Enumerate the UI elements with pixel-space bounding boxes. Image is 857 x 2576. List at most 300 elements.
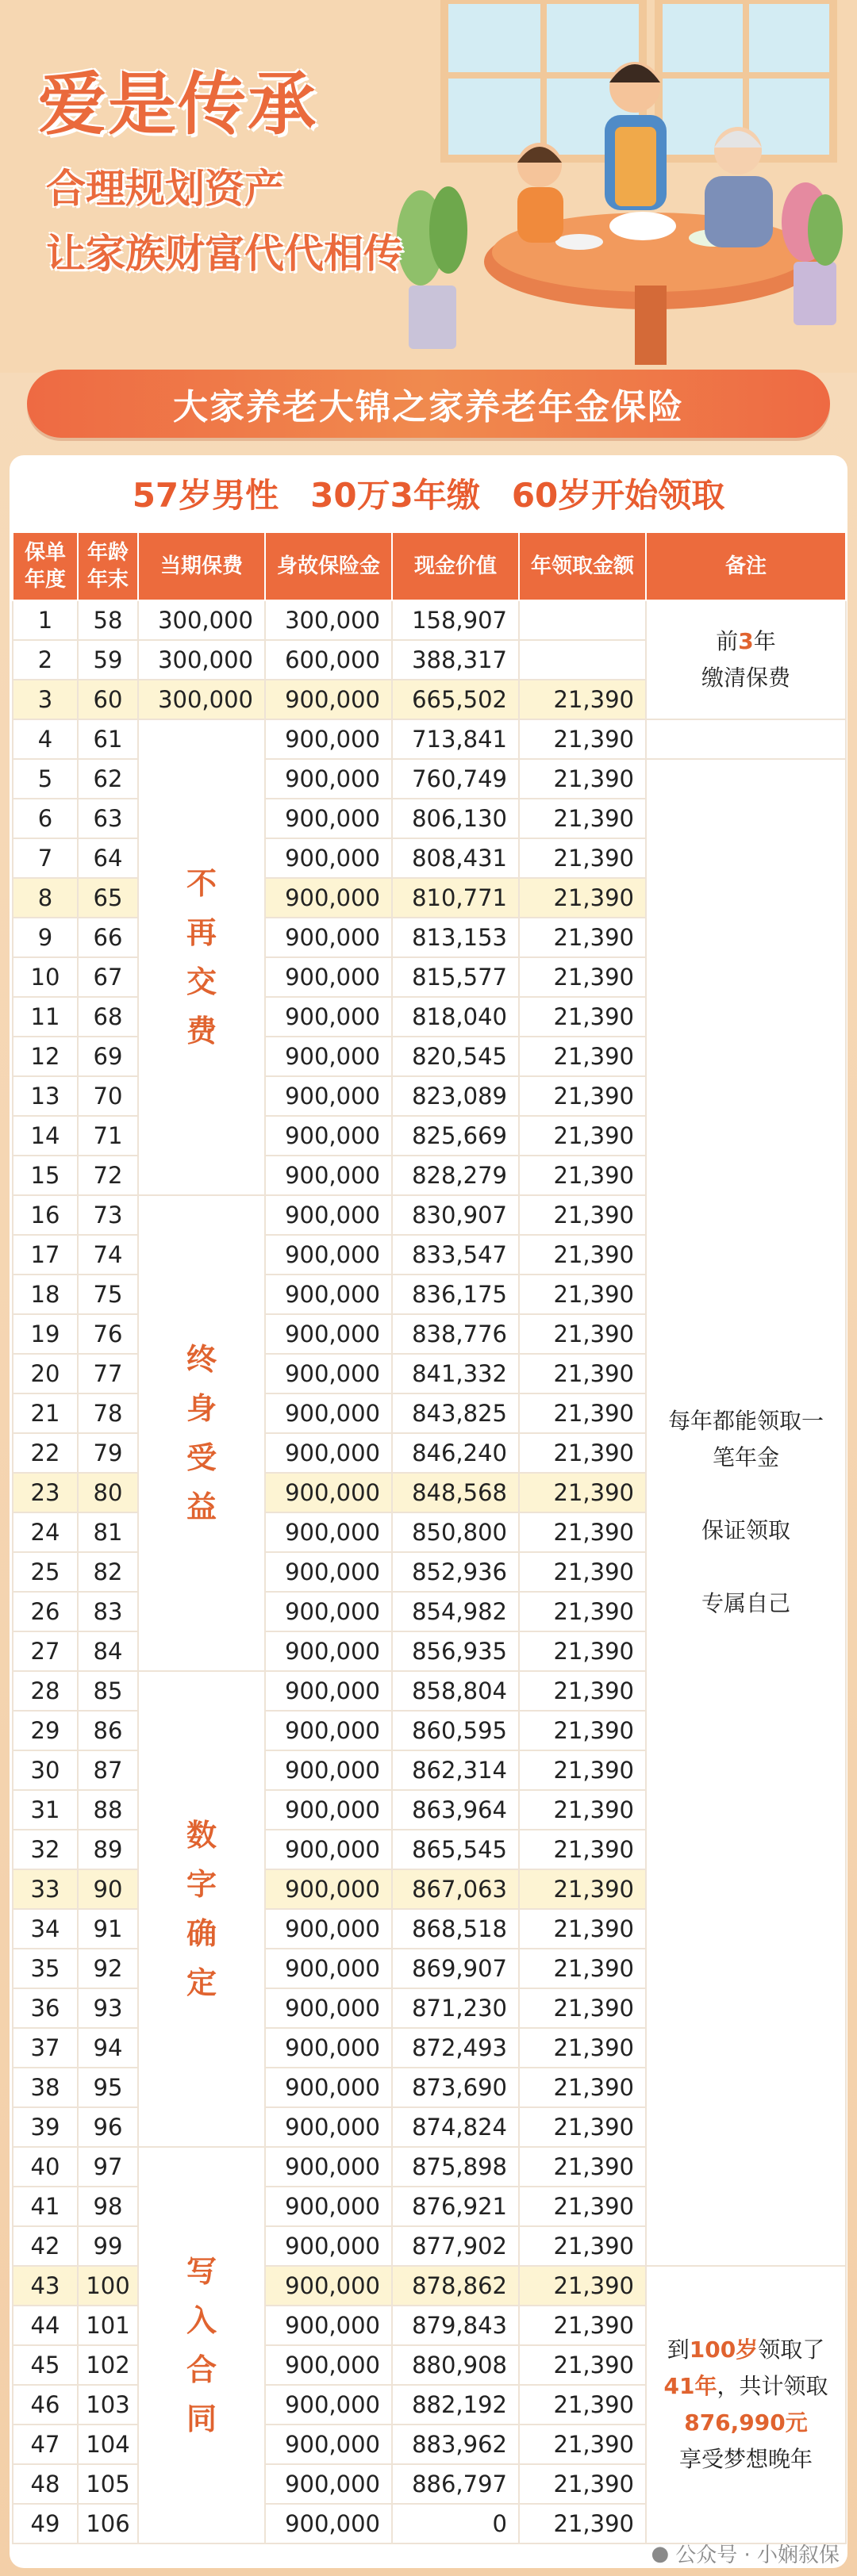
- cell-policy-year: 25: [13, 1552, 78, 1592]
- cell-age: 103: [78, 2385, 138, 2425]
- cell-cash-value: 874,824: [392, 2107, 519, 2147]
- cell-policy-year: 47: [13, 2425, 78, 2464]
- cell-death-benefit: 900,000: [265, 680, 392, 719]
- cell-policy-year: 11: [13, 997, 78, 1037]
- cell-annual-payout: 21,390: [519, 997, 646, 1037]
- cell-cash-value: 877,902: [392, 2226, 519, 2266]
- cell-death-benefit: 900,000: [265, 2266, 392, 2306]
- cell-age: 89: [78, 1830, 138, 1869]
- cell-cash-value: 806,130: [392, 799, 519, 838]
- cell-premium: 300,000: [138, 640, 265, 680]
- vertical-label-char: 受: [186, 1440, 217, 1475]
- cell-age: 86: [78, 1711, 138, 1750]
- cell-policy-year: 7: [13, 838, 78, 878]
- cell-cash-value: 880,908: [392, 2345, 519, 2385]
- note-text: 缴清保费: [701, 665, 790, 691]
- cell-policy-year: 26: [13, 1592, 78, 1631]
- cell-policy-year: 44: [13, 2306, 78, 2345]
- cell-annual-payout: 21,390: [519, 1195, 646, 1235]
- cell-age: 81: [78, 1512, 138, 1552]
- cell-policy-year: 38: [13, 2068, 78, 2107]
- cell-age: 92: [78, 1949, 138, 1988]
- header-annual-payout: 年领取金额: [519, 532, 646, 600]
- cell-age: 59: [78, 640, 138, 680]
- cell-death-benefit: 900,000: [265, 2504, 392, 2543]
- cell-death-benefit: 900,000: [265, 1671, 392, 1711]
- note-text: 专属自己: [701, 1590, 790, 1616]
- cell-premium: 300,000: [138, 600, 265, 640]
- cell-policy-year: 21: [13, 1393, 78, 1433]
- cell-cash-value: 823,089: [392, 1076, 519, 1116]
- cell-annual-payout: 21,390: [519, 2147, 646, 2187]
- table-row: [13, 2266, 846, 2306]
- cell-policy-year: 17: [13, 1235, 78, 1275]
- cell-policy-year: 35: [13, 1949, 78, 1988]
- cell-policy-year: 37: [13, 2028, 78, 2068]
- cell-annual-payout: 21,390: [519, 2385, 646, 2425]
- banner-subtitle-1: 合理规划资产: [46, 166, 284, 212]
- cell-policy-year: 13: [13, 1076, 78, 1116]
- cell-age: 98: [78, 2187, 138, 2226]
- cell-age: 61: [78, 719, 138, 759]
- header-policy-year: 保单 年度: [13, 532, 78, 600]
- cell-annual-payout: 21,390: [519, 1275, 646, 1314]
- cell-cash-value: 882,192: [392, 2385, 519, 2425]
- note-text: ，共计领取: [717, 2373, 828, 2399]
- header-cash-value: 现金价值: [392, 532, 519, 600]
- cell-annual-payout: 21,390: [519, 1631, 646, 1671]
- cell-annual-payout: 21,390: [519, 838, 646, 878]
- cell-age: 78: [78, 1393, 138, 1433]
- cell-age: 67: [78, 957, 138, 997]
- cell-cash-value: 879,843: [392, 2306, 519, 2345]
- cell-cash-value: 883,962: [392, 2425, 519, 2464]
- cell-cash-value: 871,230: [392, 1988, 519, 2028]
- vertical-label-char: 益: [186, 1489, 217, 1524]
- cell-age: 102: [78, 2345, 138, 2385]
- cell-age: 101: [78, 2306, 138, 2345]
- cell-death-benefit: 900,000: [265, 1393, 392, 1433]
- cell-cash-value: 854,982: [392, 1592, 519, 1631]
- vertical-label: [138, 719, 265, 1195]
- cell-policy-year: 15: [13, 1156, 78, 1195]
- cell-policy-year: 3: [13, 680, 78, 719]
- cell-cash-value: 833,547: [392, 1235, 519, 1275]
- cell-policy-year: 43: [13, 2266, 78, 2306]
- note-text: 享受梦想晚年: [678, 2446, 813, 2472]
- cell-death-benefit: 900,000: [265, 1909, 392, 1949]
- note-text: 年: [753, 628, 776, 654]
- cell-age: 74: [78, 1235, 138, 1275]
- wechat-icon: ●: [651, 2541, 670, 2566]
- cell-death-benefit: 900,000: [265, 1592, 392, 1631]
- banner-title: 爱是传承: [38, 65, 317, 144]
- cell-age: 100: [78, 2266, 138, 2306]
- cell-age: 93: [78, 1988, 138, 2028]
- cell-annual-payout: 21,390: [519, 719, 646, 759]
- cell-death-benefit: 900,000: [265, 1275, 392, 1314]
- cell-annual-payout: 21,390: [519, 2504, 646, 2543]
- cell-death-benefit: 900,000: [265, 957, 392, 997]
- cell-death-benefit: 900,000: [265, 2226, 392, 2266]
- headline-start-age: 60岁开始领取: [511, 476, 725, 515]
- cell-cash-value: 810,771: [392, 878, 519, 918]
- benefit-table: [12, 531, 847, 2544]
- cell-cash-value: 860,595: [392, 1711, 519, 1750]
- cell-cash-value: 867,063: [392, 1869, 519, 1909]
- cell-policy-year: 22: [13, 1433, 78, 1473]
- vertical-label-char: 终: [186, 1342, 217, 1377]
- vertical-label-char: 身: [186, 1391, 217, 1426]
- cell-cash-value: 863,964: [392, 1790, 519, 1830]
- cell-cash-value: 158,907: [392, 600, 519, 640]
- cell-annual-payout: 21,390: [519, 1235, 646, 1275]
- cell-cash-value: 665,502: [392, 680, 519, 719]
- cell-cash-value: 813,153: [392, 918, 519, 957]
- cell-age: 90: [78, 1869, 138, 1909]
- vertical-label: [138, 1671, 265, 2147]
- cell-policy-year: 40: [13, 2147, 78, 2187]
- cell-age: 94: [78, 2028, 138, 2068]
- cell-age: 76: [78, 1314, 138, 1354]
- cell-death-benefit: 900,000: [265, 1037, 392, 1076]
- cell-policy-year: 39: [13, 2107, 78, 2147]
- table-row: [13, 719, 846, 759]
- cell-cash-value: 841,332: [392, 1354, 519, 1393]
- cell-policy-year: 8: [13, 878, 78, 918]
- cell-policy-year: 1: [13, 600, 78, 640]
- note-line: [647, 2368, 845, 2405]
- cell-death-benefit: 900,000: [265, 1314, 392, 1354]
- cell-cash-value: 808,431: [392, 838, 519, 878]
- table-body: [13, 600, 846, 2543]
- cell-death-benefit: 900,000: [265, 1156, 392, 1195]
- note-highlight: 876,990: [684, 2409, 786, 2436]
- table-row: [13, 759, 846, 799]
- cell-annual-payout: 21,390: [519, 918, 646, 957]
- cell-cash-value: 872,493: [392, 2028, 519, 2068]
- vertical-label-char: 入: [186, 2303, 217, 2338]
- cell-age: 73: [78, 1195, 138, 1235]
- cell-cash-value: 873,690: [392, 2068, 519, 2107]
- cell-death-benefit: 900,000: [265, 918, 392, 957]
- note-text: 保证领取: [701, 1517, 790, 1543]
- cell-death-benefit: 900,000: [265, 838, 392, 878]
- cell-policy-year: 30: [13, 1750, 78, 1790]
- cell-death-benefit: 300,000: [265, 600, 392, 640]
- cell-death-benefit: 900,000: [265, 1711, 392, 1750]
- cell-death-benefit: 900,000: [265, 1473, 392, 1512]
- cell-death-benefit: 900,000: [265, 759, 392, 799]
- cell-annual-payout: 21,390: [519, 2464, 646, 2504]
- note-line: [647, 2332, 845, 2368]
- cell-death-benefit: 900,000: [265, 799, 392, 838]
- cell-age: 79: [78, 1433, 138, 1473]
- cell-cash-value: 838,776: [392, 1314, 519, 1354]
- cell-annual-payout: 21,390: [519, 1750, 646, 1790]
- cell-policy-year: 29: [13, 1711, 78, 1750]
- cell-age: 68: [78, 997, 138, 1037]
- cell-death-benefit: 900,000: [265, 1988, 392, 2028]
- note-highlight: 元: [785, 2409, 808, 2436]
- cell-annual-payout: 21,390: [519, 1076, 646, 1116]
- cell-policy-year: 6: [13, 799, 78, 838]
- cell-annual-payout: 21,390: [519, 878, 646, 918]
- watermark: [651, 2539, 840, 2568]
- cell-age: 58: [78, 600, 138, 640]
- cell-death-benefit: 900,000: [265, 2345, 392, 2385]
- cell-annual-payout: 21,390: [519, 1949, 646, 1988]
- cell-age: 71: [78, 1116, 138, 1156]
- note-text: 前: [716, 628, 739, 654]
- vertical-label-char: 字: [186, 1867, 217, 1902]
- vertical-label: [138, 2147, 265, 2543]
- cell-cash-value: 818,040: [392, 997, 519, 1037]
- cell-cash-value: 846,240: [392, 1433, 519, 1473]
- cell-cash-value: 825,669: [392, 1116, 519, 1156]
- cell-age: 95: [78, 2068, 138, 2107]
- vertical-label-char: 合: [186, 2352, 217, 2387]
- cell-death-benefit: 900,000: [265, 2107, 392, 2147]
- table-row: [13, 600, 846, 640]
- cell-policy-year: 14: [13, 1116, 78, 1156]
- vertical-label: [138, 1195, 265, 1671]
- cell-annual-payout: [519, 640, 646, 680]
- cell-annual-payout: 21,390: [519, 957, 646, 997]
- cell-annual-payout: 21,390: [519, 2187, 646, 2226]
- cell-cash-value: 865,545: [392, 1830, 519, 1869]
- cell-policy-year: 32: [13, 1830, 78, 1869]
- cell-death-benefit: 900,000: [265, 1869, 392, 1909]
- banner-subtitle-2: 让家族财富代代相传: [46, 231, 403, 277]
- cell-cash-value: 388,317: [392, 640, 519, 680]
- cell-age: 72: [78, 1156, 138, 1195]
- banner: [0, 0, 857, 373]
- cell-cash-value: 836,175: [392, 1275, 519, 1314]
- cell-annual-payout: 21,390: [519, 799, 646, 838]
- note-text: 领取了: [758, 2336, 825, 2363]
- cell-policy-year: 46: [13, 2385, 78, 2425]
- cell-annual-payout: 21,390: [519, 680, 646, 719]
- cell-policy-year: 9: [13, 918, 78, 957]
- note-line: [647, 2405, 845, 2441]
- cell-death-benefit: 900,000: [265, 1631, 392, 1671]
- watermark-text: 公众号 · 小娴叙保: [675, 2543, 840, 2567]
- cell-age: 85: [78, 1671, 138, 1711]
- cell-death-benefit: 900,000: [265, 719, 392, 759]
- cell-cash-value: 815,577: [392, 957, 519, 997]
- cell-death-benefit: 900,000: [265, 2068, 392, 2107]
- cell-age: 96: [78, 2107, 138, 2147]
- cell-death-benefit: 900,000: [265, 1433, 392, 1473]
- cell-age: 77: [78, 1354, 138, 1393]
- cell-policy-year: 5: [13, 759, 78, 799]
- cell-annual-payout: 21,390: [519, 1552, 646, 1592]
- cell-age: 64: [78, 838, 138, 878]
- vertical-label-char: 同: [186, 2402, 217, 2436]
- header-notes: 备注: [646, 532, 846, 600]
- cell-age: 87: [78, 1750, 138, 1790]
- vertical-label-char: 再: [186, 915, 217, 950]
- cell-death-benefit: 900,000: [265, 997, 392, 1037]
- cell-policy-year: 10: [13, 957, 78, 997]
- cell-death-benefit: 900,000: [265, 1235, 392, 1275]
- cell-annual-payout: 21,390: [519, 2266, 646, 2306]
- cell-policy-year: 12: [13, 1037, 78, 1076]
- cell-premium: 300,000: [138, 680, 265, 719]
- cell-policy-year: 28: [13, 1671, 78, 1711]
- cell-cash-value: 830,907: [392, 1195, 519, 1235]
- cell-age: 83: [78, 1592, 138, 1631]
- note-highlight: 100岁: [689, 2336, 759, 2363]
- plan-headline: [10, 455, 847, 531]
- cell-cash-value: 850,800: [392, 1512, 519, 1552]
- cell-death-benefit: 900,000: [265, 1790, 392, 1830]
- cell-cash-value: 876,921: [392, 2187, 519, 2226]
- note-total-payout: [646, 2266, 846, 2543]
- cell-age: 84: [78, 1631, 138, 1671]
- cell-policy-year: 31: [13, 1790, 78, 1830]
- cell-death-benefit: 900,000: [265, 1830, 392, 1869]
- cell-age: 69: [78, 1037, 138, 1076]
- vertical-label-char: 确: [186, 1916, 217, 1951]
- cell-age: 75: [78, 1275, 138, 1314]
- header-age: 年龄 年末: [78, 532, 138, 600]
- cell-cash-value: 856,935: [392, 1631, 519, 1671]
- cell-cash-value: 862,314: [392, 1750, 519, 1790]
- cell-age: 63: [78, 799, 138, 838]
- cell-age: 70: [78, 1076, 138, 1116]
- cell-cash-value: 878,862: [392, 2266, 519, 2306]
- cell-policy-year: 42: [13, 2226, 78, 2266]
- cell-age: 65: [78, 878, 138, 918]
- vertical-label-char: 数: [186, 1818, 217, 1853]
- cell-death-benefit: 900,000: [265, 1354, 392, 1393]
- cell-annual-payout: 21,390: [519, 2028, 646, 2068]
- cell-annual-payout: 21,390: [519, 1512, 646, 1552]
- note-text: 到: [667, 2336, 690, 2363]
- cell-death-benefit: 900,000: [265, 1116, 392, 1156]
- cell-policy-year: 24: [13, 1512, 78, 1552]
- cell-age: 104: [78, 2425, 138, 2464]
- cell-annual-payout: 21,390: [519, 2107, 646, 2147]
- cell-age: 66: [78, 918, 138, 957]
- cell-annual-payout: 21,390: [519, 1592, 646, 1631]
- cell-age: 91: [78, 1909, 138, 1949]
- cell-annual-payout: 21,390: [519, 2345, 646, 2385]
- cell-cash-value: 820,545: [392, 1037, 519, 1076]
- cell-age: 99: [78, 2226, 138, 2266]
- cell-death-benefit: 900,000: [265, 2187, 392, 2226]
- headline-premium: 30万3年缴: [310, 476, 480, 515]
- cell-cash-value: 886,797: [392, 2464, 519, 2504]
- cell-cash-value: 713,841: [392, 719, 519, 759]
- cell-cash-value: 760,749: [392, 759, 519, 799]
- cell-cash-value: 828,279: [392, 1156, 519, 1195]
- cell-annual-payout: 21,390: [519, 2068, 646, 2107]
- cell-death-benefit: 900,000: [265, 1195, 392, 1235]
- vertical-label-char: 不: [186, 866, 217, 901]
- cell-death-benefit: 900,000: [265, 2385, 392, 2425]
- cell-annual-payout: [519, 600, 646, 640]
- cell-age: 88: [78, 1790, 138, 1830]
- header-death-benefit: 身故保险金: [265, 532, 392, 600]
- cell-age: 106: [78, 2504, 138, 2543]
- cell-annual-payout: 21,390: [519, 1671, 646, 1711]
- cell-age: 105: [78, 2464, 138, 2504]
- benefit-card: [10, 455, 847, 2568]
- cell-policy-year: 45: [13, 2345, 78, 2385]
- note-spacer: [647, 1549, 845, 1585]
- cell-death-benefit: 900,000: [265, 1949, 392, 1988]
- cell-annual-payout: 21,390: [519, 1711, 646, 1750]
- vertical-label-char: 写: [186, 2254, 217, 2289]
- cell-death-benefit: 900,000: [265, 2306, 392, 2345]
- cell-annual-payout: 21,390: [519, 1156, 646, 1195]
- cell-policy-year: 33: [13, 1869, 78, 1909]
- cell-annual-payout: 21,390: [519, 1830, 646, 1869]
- cell-death-benefit: 900,000: [265, 2147, 392, 2187]
- cell-annual-payout: 21,390: [519, 1037, 646, 1076]
- cell-annual-payout: 21,390: [519, 1790, 646, 1830]
- cell-death-benefit: 900,000: [265, 2425, 392, 2464]
- cell-policy-year: 2: [13, 640, 78, 680]
- cell-annual-payout: 21,390: [519, 2425, 646, 2464]
- vertical-label-char: 费: [186, 1014, 217, 1048]
- cell-policy-year: 16: [13, 1195, 78, 1235]
- cell-cash-value: 852,936: [392, 1552, 519, 1592]
- cell-annual-payout: 21,390: [519, 1433, 646, 1473]
- cell-annual-payout: 21,390: [519, 1354, 646, 1393]
- cell-annual-payout: 21,390: [519, 2226, 646, 2266]
- cell-annual-payout: 21,390: [519, 2306, 646, 2345]
- cell-annual-payout: 21,390: [519, 1314, 646, 1354]
- cell-policy-year: 48: [13, 2464, 78, 2504]
- cell-cash-value: 875,898: [392, 2147, 519, 2187]
- cell-cash-value: 843,825: [392, 1393, 519, 1433]
- note-spacer: [647, 1476, 845, 1512]
- note-text: 笔年金: [712, 1444, 779, 1470]
- cell-age: 62: [78, 759, 138, 799]
- cell-policy-year: 34: [13, 1909, 78, 1949]
- cell-age: 82: [78, 1552, 138, 1592]
- cell-age: 60: [78, 680, 138, 719]
- cell-policy-year: 27: [13, 1631, 78, 1671]
- cell-death-benefit: 900,000: [265, 2028, 392, 2068]
- headline-age: 57岁男性: [132, 476, 279, 515]
- cell-policy-year: 20: [13, 1354, 78, 1393]
- note-highlight: 3: [738, 628, 754, 654]
- cell-death-benefit: 900,000: [265, 1076, 392, 1116]
- cell-policy-year: 36: [13, 1988, 78, 2028]
- cell-policy-year: 41: [13, 2187, 78, 2226]
- note-highlight: 41年: [663, 2373, 717, 2399]
- cell-cash-value: 868,518: [392, 1909, 519, 1949]
- cell-policy-year: 18: [13, 1275, 78, 1314]
- cell-annual-payout: 21,390: [519, 1393, 646, 1433]
- cell-policy-year: 4: [13, 719, 78, 759]
- note-empty: [646, 719, 846, 759]
- cell-annual-payout: 21,390: [519, 1869, 646, 1909]
- vertical-label-char: 定: [186, 1965, 217, 2000]
- table-header-row: [13, 532, 846, 600]
- note-text: 每年都能领取一: [667, 1408, 824, 1434]
- vertical-label-char: 交: [186, 964, 217, 999]
- header-premium: 当期保费: [138, 532, 265, 600]
- cell-death-benefit: 900,000: [265, 1512, 392, 1552]
- product-title: 大家养老大锦之家养老年金保险: [27, 370, 830, 438]
- note-annual-benefit: [646, 759, 846, 2266]
